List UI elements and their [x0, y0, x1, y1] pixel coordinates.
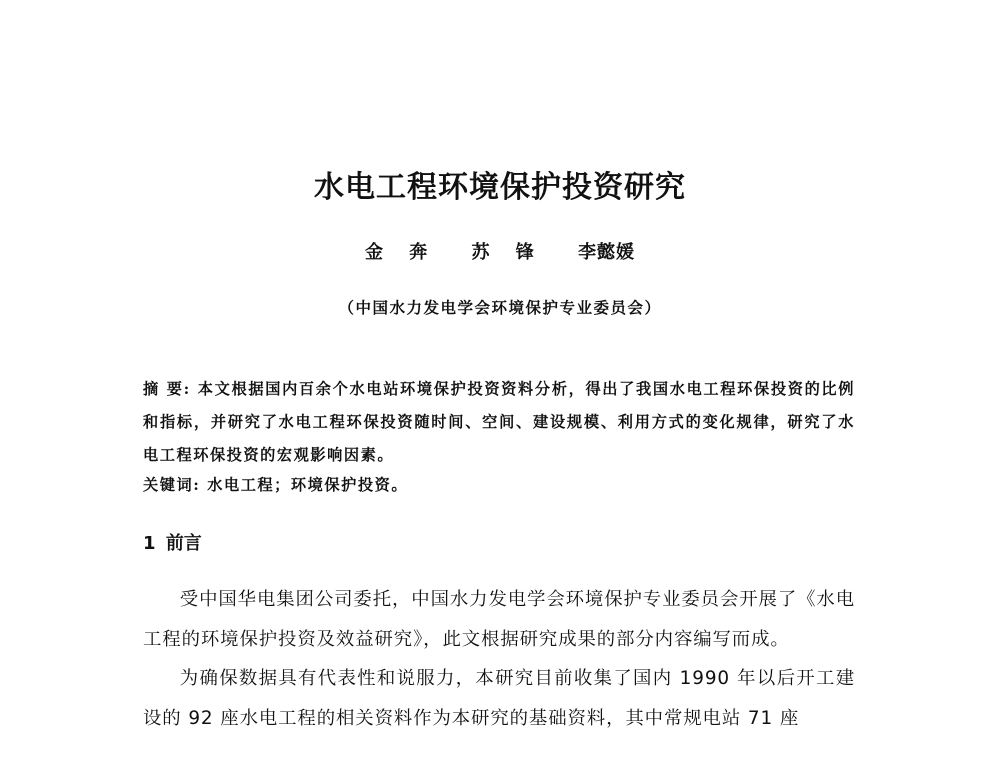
section-number: 1 [143, 533, 156, 554]
author-affiliation: （中国水力发电学会环境保护专业委员会） [338, 298, 662, 317]
author-name: 李懿媛 [578, 242, 636, 263]
body-paragraph: 为确保数据具有代表性和说服力，本研究目前收集了国内 1990 年以后开工建设的 92 座水电工程的相关资料作为本研究的基础资料，其中常规电站 71 座 [143, 668, 855, 729]
section-title: 前言 [165, 533, 202, 554]
abstract [143, 373, 855, 472]
abstract-label: 摘 要: [143, 380, 191, 398]
paper-title: 水电工程环境保护投资研究 [314, 170, 686, 205]
keywords-text: 水电工程；环境保护投资。 [207, 476, 409, 494]
author-list [0, 240, 1000, 266]
body-paragraph: 受中国华电集团公司委托，中国水力发电学会环境保护专业委员会开展了《水电工程的环境保护投资及效益研究》，此文根据研究成果的部分内容编写而成。 [143, 589, 855, 650]
keywords-label: 关键词: [143, 476, 201, 494]
section-body [143, 580, 855, 738]
section-heading [143, 530, 202, 558]
keywords [143, 472, 855, 498]
author-name: 金 奔 [364, 242, 438, 263]
abstract-text: 本文根据国内百余个水电站环境保护投资资料分析，得出了我国水电工程环保投资的比例和指标，并研究了水电工程环保投资随时间、空间、建设规模、利用方式的变化规律，研究了水电工程环保投资的宏观影响因素。 [143, 380, 856, 464]
author-name: 苏 锋 [471, 242, 544, 263]
